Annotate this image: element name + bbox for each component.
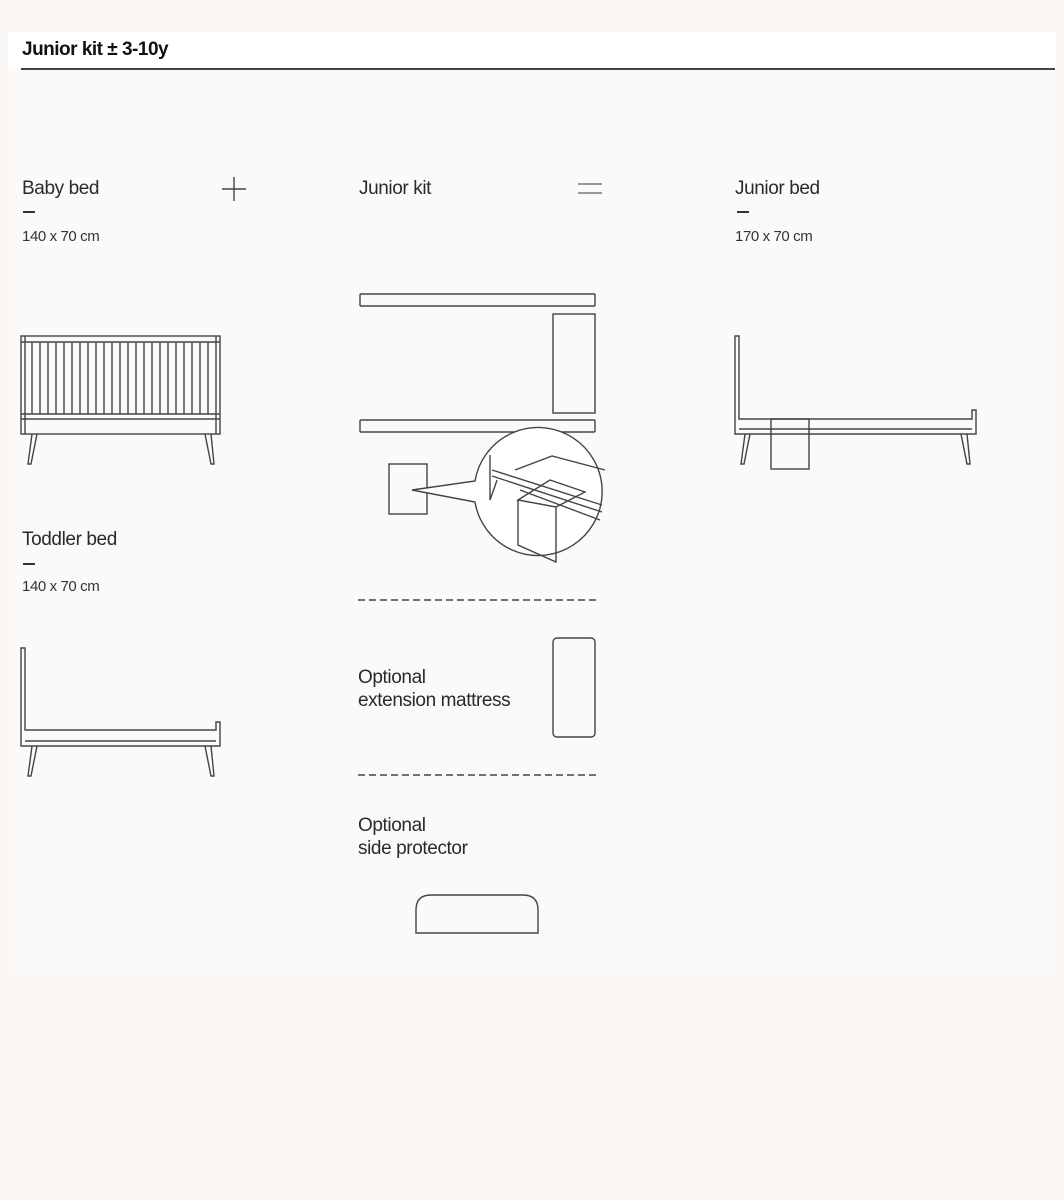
baby-bed-drawing (21, 336, 220, 464)
junior-bed-drawing (735, 336, 976, 469)
protector-line2: side protector (358, 838, 468, 859)
extension-mattress-drawing (553, 638, 595, 737)
toddler-bed-dimensions: 140 x 70 cm (22, 578, 100, 595)
toddler-bed-drawing (21, 648, 220, 776)
toddler-bed-label: Toddler bed (22, 529, 117, 550)
mattress-line1: Optional (358, 667, 426, 688)
baby-bed-dimensions: 140 x 70 cm (22, 228, 100, 245)
junior-bed-label: Junior bed (735, 178, 820, 199)
side-protector-drawing (416, 895, 538, 933)
junior-kit-drawing (360, 294, 605, 562)
mattress-line2: extension mattress (358, 690, 511, 711)
page-title: Junior kit ± 3-10y (22, 39, 169, 60)
baby-bed-label: Baby bed (22, 178, 100, 199)
equals-icon (578, 184, 602, 193)
plus-icon (222, 177, 246, 201)
protector-line1: Optional (358, 815, 426, 836)
junior-bed-dimensions: 170 x 70 cm (735, 228, 813, 245)
junior-kit-label: Junior kit (359, 178, 432, 199)
